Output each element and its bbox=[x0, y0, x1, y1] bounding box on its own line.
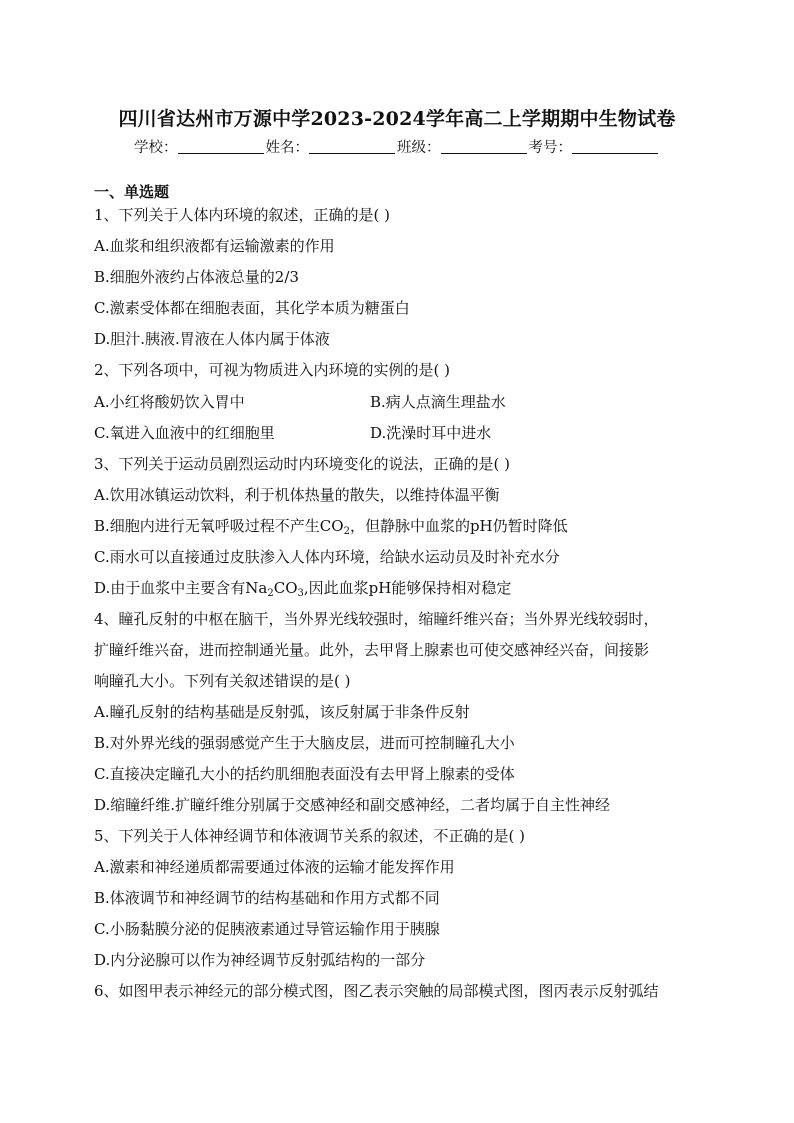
question-5-stem: 5、下列关于人体神经调节和体液调节关系的叙述，不正确的是( ) bbox=[94, 827, 526, 845]
question-4-option-c: C.直接决定瞳孔大小的括约肌细胞表面没有去甲肾上腺素的受体 bbox=[94, 765, 515, 783]
question-4-stem-line-1: 4、瞳孔反射的中枢在脑干，当外界光线较强时，缩瞳纤维兴奋；当外界光线较弱时， bbox=[94, 610, 659, 628]
question-2-option-d: D.洗澡时耳中进水 bbox=[370, 424, 492, 442]
question-3-option-d-part1: D.由于血浆中主要含有Na bbox=[94, 579, 268, 597]
name-label: 姓名： bbox=[265, 140, 309, 156]
question-2-option-a: A.小红将酸奶饮入胃中 bbox=[94, 393, 245, 411]
exam-number-label: 考号： bbox=[528, 140, 572, 156]
question-6-stem: 6、如图甲表示神经元的部分模式图，图乙表示突触的局部模式图，图丙表示反射弧结 bbox=[94, 982, 659, 1000]
exam-number-blank[interactable] bbox=[572, 139, 658, 154]
question-5-option-d: D.内分泌腺可以作为神经调节反射弧结构的一部分 bbox=[94, 951, 426, 969]
question-1-option-c: C.激素受体都在细胞表面，其化学本质为糖蛋白 bbox=[94, 299, 410, 317]
question-4-option-b: B.对外界光线的强弱感觉产生于大脑皮层，进而可控制瞳孔大小 bbox=[94, 734, 515, 752]
class-blank[interactable] bbox=[441, 139, 527, 154]
question-4-option-d: D.缩瞳纤维.扩瞳纤维分别属于交感神经和副交感神经，二者均属于自主性神经 bbox=[94, 796, 611, 814]
question-3-option-d-part2: CO bbox=[273, 579, 298, 597]
question-3-option-d-part3: ,因此血浆pH能够保持相对稳定 bbox=[303, 579, 512, 597]
question-5-option-a: A.激素和神经递质都需要通过体液的运输才能发挥作用 bbox=[94, 858, 455, 876]
question-3-option-b-part2: ，但静脉中血浆的pH仍暂时降低 bbox=[349, 517, 568, 535]
question-2-option-c: C.氧进入血液中的红细胞里 bbox=[94, 424, 275, 442]
question-2-stem: 2、下列各项中，可视为物质进入内环境的实例的是( ) bbox=[94, 361, 451, 379]
na2-subscript: 2 bbox=[267, 588, 274, 599]
question-1-option-a: A.血浆和组织液都有运输激素的作用 bbox=[94, 237, 335, 255]
class-label: 班级： bbox=[397, 140, 441, 156]
co3-subscript: 3 bbox=[297, 588, 304, 599]
name-blank[interactable] bbox=[309, 139, 395, 154]
question-3-option-d bbox=[94, 578, 511, 598]
question-5-option-b: B.体液调节和神经调节的结构基础和作用方式都不同 bbox=[94, 889, 440, 907]
question-3-option-b-part1: B.细胞内进行无氧呼吸过程不产生CO bbox=[94, 517, 344, 535]
question-4-stem-line-3: 响瞳孔大小。下列有关叙述错误的是( ) bbox=[94, 672, 351, 690]
question-3-option-c: C.雨水可以直接通过皮肤渗入人体内环境，给缺水运动员及时补充水分 bbox=[94, 548, 560, 566]
page-title: 四川省达州市万源中学2023-2024学年高二上学期期中生物试卷 bbox=[118, 108, 676, 130]
question-2-option-b: B.病人点滴生理盐水 bbox=[370, 393, 506, 411]
question-1-option-b: B.细胞外液约占体液总量的2/3 bbox=[94, 268, 299, 286]
school-blank[interactable] bbox=[178, 139, 264, 154]
student-info-line bbox=[0, 136, 794, 157]
school-label: 学校： bbox=[134, 140, 178, 156]
question-3-option-a: A.饮用冰镇运动饮料，利于机体热量的散失，以维持体温平衡 bbox=[94, 486, 500, 504]
co2-subscript: 2 bbox=[343, 526, 350, 537]
question-3-stem: 3、下列关于运动员剧烈运动时内环境变化的说法，正确的是( ) bbox=[94, 455, 511, 473]
question-1-stem: 1、下列关于人体内环境的叙述，正确的是( ) bbox=[94, 206, 391, 224]
section-heading: 一、单选题 bbox=[94, 183, 170, 201]
question-1-option-d: D.胆汁.胰液.胃液在人体内属于体液 bbox=[94, 330, 330, 348]
question-5-option-c: C.小肠黏膜分泌的促胰液素通过导管运输作用于胰腺 bbox=[94, 920, 440, 938]
question-4-stem-line-2: 扩瞳纤维兴奋，进而控制通光量。此外，去甲肾上腺素也可使交感神经兴奋，间接影 bbox=[94, 641, 650, 659]
question-4-option-a: A.瞳孔反射的结构基础是反射弧，该反射属于非条件反射 bbox=[94, 703, 470, 721]
question-3-option-b bbox=[94, 516, 568, 536]
